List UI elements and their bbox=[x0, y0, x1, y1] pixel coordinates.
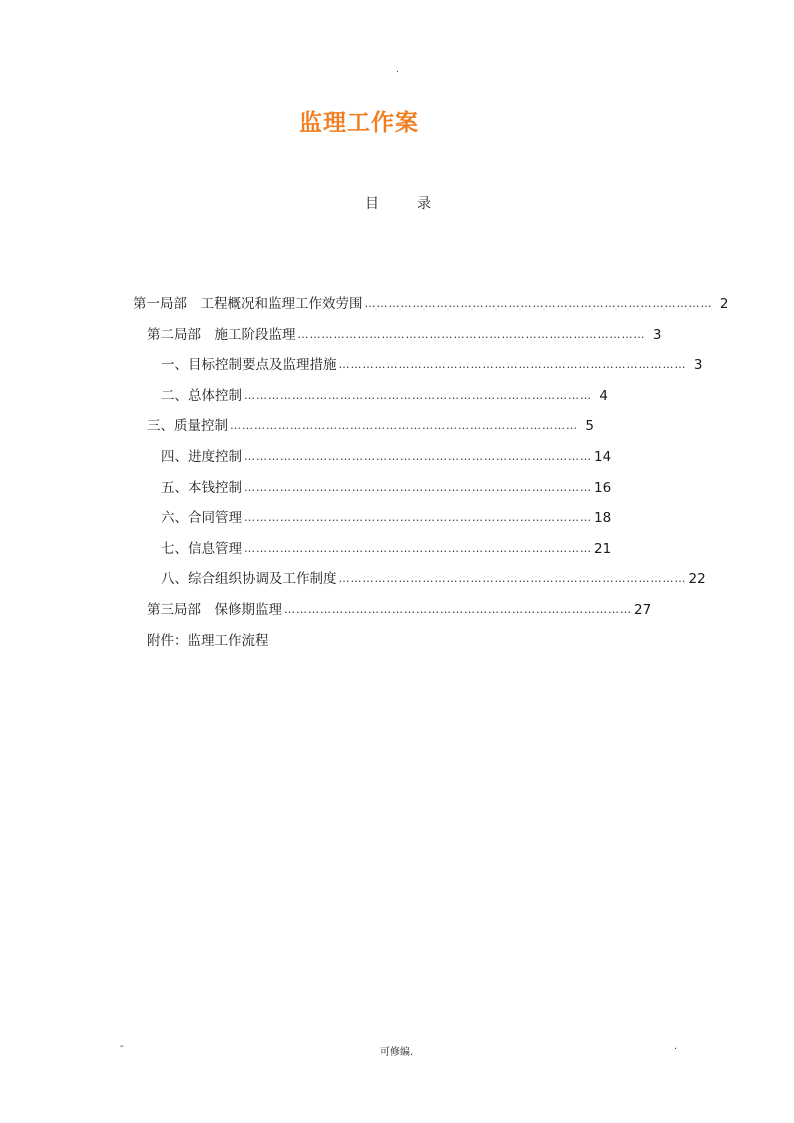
toc-entry-label: 第二局部 施工阶段监理 bbox=[147, 327, 296, 343]
toc-entry-page: 21 bbox=[594, 541, 612, 557]
toc-entry-page: 2 bbox=[719, 296, 729, 312]
toc-entry-section-2[interactable] bbox=[161, 386, 608, 406]
toc-leader: …………………………………………………………………………… bbox=[244, 511, 592, 524]
toc-leader: …………………………………………………………………………… bbox=[297, 328, 646, 341]
toc-heading-right: 录 bbox=[417, 196, 431, 212]
footer-center-text: 可修编. bbox=[380, 1047, 414, 1058]
toc-entry-label: 四、进度控制 bbox=[161, 449, 242, 465]
toc-entry-label: 六、合同管理 bbox=[161, 510, 242, 526]
toc-entry-label: 一、目标控制要点及监理措施 bbox=[161, 357, 337, 373]
toc-entry-section-1[interactable] bbox=[161, 355, 703, 375]
toc-leader: …………………………………………………………………………… bbox=[244, 481, 592, 494]
toc-entry-page: 5 bbox=[585, 418, 594, 434]
toc-entry-label: 二、总体控制 bbox=[161, 388, 242, 404]
toc-entry-page: 14 bbox=[594, 449, 612, 465]
toc-entry-label: 三、质量控制 bbox=[147, 418, 228, 434]
toc-entry-section-5[interactable] bbox=[161, 478, 612, 498]
toc-entry-label: 附件：监理工作流程 bbox=[147, 633, 269, 649]
toc-entry-appendix[interactable] bbox=[147, 631, 347, 651]
toc-entry-page: 3 bbox=[652, 327, 662, 343]
toc-leader: …………………………………………………………………………… bbox=[338, 358, 687, 371]
toc-heading bbox=[365, 193, 431, 213]
toc-entry-label: 第三局部 保修期监理 bbox=[147, 602, 282, 618]
toc-entry-page: 27 bbox=[634, 602, 652, 618]
toc-entry-section-3[interactable] bbox=[147, 416, 594, 436]
toc-entry-page: 18 bbox=[594, 510, 612, 526]
toc-leader: …………………………………………………………………………… bbox=[230, 419, 578, 432]
toc-heading-left: 目 bbox=[365, 196, 379, 212]
toc-entry-section-8[interactable] bbox=[161, 569, 706, 589]
toc-entry-section-6[interactable] bbox=[161, 508, 612, 528]
header-mark: . bbox=[396, 65, 399, 75]
toc-leader: …………………………………………………………………………… bbox=[244, 450, 592, 463]
toc-entry-page: 4 bbox=[599, 388, 608, 404]
toc-entry-label: 八、综合组织协调及工作制度 bbox=[161, 571, 337, 587]
toc-leader: …………………………………………………………………………… bbox=[338, 572, 687, 585]
toc-entry-label: 五、本钱控制 bbox=[161, 480, 242, 496]
toc-entry-page: 16 bbox=[594, 480, 612, 496]
footer-right-mark: . bbox=[674, 1041, 678, 1052]
footer-left-mark: - bbox=[120, 1041, 124, 1052]
toc-entry-label: 七、信息管理 bbox=[161, 541, 242, 557]
toc-entry-part-1[interactable] bbox=[133, 294, 729, 314]
document-title: 监理工作案 bbox=[299, 110, 419, 136]
toc-leader: …………………………………………………………………………… bbox=[284, 603, 632, 616]
toc-entry-label: 第一局部 工程概况和监理工作效劳围 bbox=[133, 296, 363, 312]
toc-entry-section-7[interactable] bbox=[161, 539, 612, 559]
toc-entry-part-2[interactable] bbox=[147, 325, 662, 345]
toc-leader: …………………………………………………………………………… bbox=[244, 542, 592, 555]
toc-entry-page: 3 bbox=[693, 357, 703, 373]
toc-entry-page: 22 bbox=[688, 571, 706, 587]
toc-leader: …………………………………………………………………………… bbox=[364, 297, 713, 310]
toc-leader: …………………………………………………………………………… bbox=[244, 389, 592, 402]
toc-entry-part-3[interactable] bbox=[147, 600, 652, 620]
toc-entry-section-4[interactable] bbox=[161, 447, 612, 467]
